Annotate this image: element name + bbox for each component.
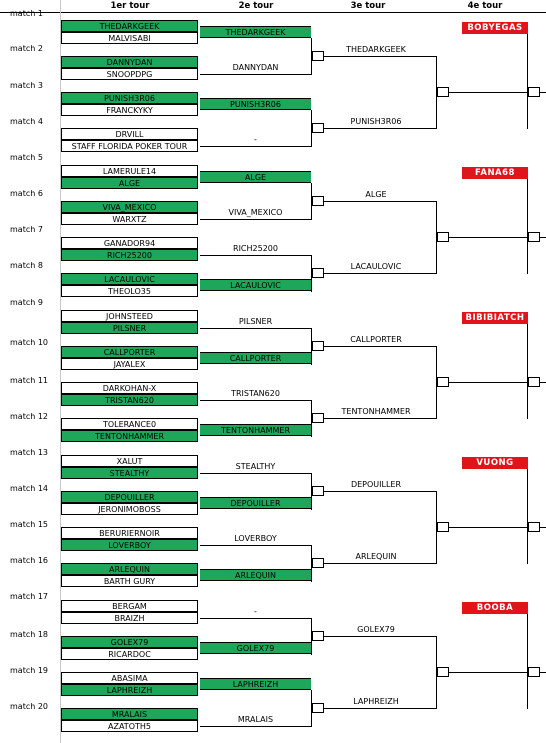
round1-entry: SNOOPDPG [61, 68, 198, 80]
round2-entry: RICH25200 [233, 244, 278, 253]
match-label: match 19 [10, 666, 49, 675]
bracket-line [449, 527, 539, 528]
round2-entry: LAPHREIZH [200, 678, 311, 690]
bracket-line [449, 672, 539, 673]
round1-entry: DANNYDAN [61, 56, 198, 68]
round2-entry: THEDARKGEEK [200, 26, 311, 38]
bracket-line [540, 527, 546, 528]
round1-entry: WARXTZ [61, 213, 198, 225]
round2-entry: - [254, 606, 257, 616]
round2-entry: DEPOUILLER [200, 497, 311, 509]
round1-entry: RICARDOC [61, 648, 198, 660]
header-round-3: 3e tour [350, 1, 386, 11]
round1-entry: BRAIZH [61, 612, 198, 624]
round1-entry: TENTONHAMMER [61, 430, 198, 442]
round1-entry: THEOLO35 [61, 285, 198, 297]
round1-entry: VIVA_MEXICO [61, 201, 198, 213]
round3-entry: LAPHREIZH [353, 697, 399, 706]
bracket-line [449, 382, 539, 383]
round1-entry: LACAULOVIC [61, 273, 198, 285]
match-label: match 15 [10, 520, 49, 529]
round1-entry: LOVERBOY [61, 539, 198, 551]
bracket-line [324, 128, 436, 129]
round2-entry: ARLEQUIN [200, 569, 311, 581]
round2-entry: - [254, 135, 257, 144]
round1-entry: TOLERANCE0 [61, 418, 198, 430]
round3-entry: CALLPORTER [350, 334, 402, 344]
match-label: match 11 [10, 376, 49, 385]
round1-entry: THEDARKGEEK [61, 20, 198, 32]
bracket-line [200, 74, 311, 75]
bracket-line [200, 400, 311, 401]
bracket-line [324, 273, 436, 274]
round4-tag: BOBYEGAS [462, 22, 528, 34]
bracket-joint [312, 123, 324, 133]
header-round-2: 2e tour [238, 1, 274, 11]
round2-entry: ALGE [200, 171, 311, 183]
round1-entry: GOLEX79 [61, 636, 198, 648]
round1-entry: PUNISH3R06 [61, 92, 198, 104]
bracket-line [200, 726, 311, 727]
match-label: match 7 [10, 225, 43, 234]
bracket-joint [528, 232, 540, 242]
bracket-line [324, 636, 436, 637]
round3-entry: ARLEQUIN [355, 552, 397, 561]
bracket-line [527, 34, 528, 130]
header-round-4: 4e tour [467, 1, 503, 11]
bracket-line [200, 618, 311, 619]
bracket-line [540, 382, 546, 383]
round3-entry: LACAULOVIC [350, 262, 402, 271]
match-label: match 6 [10, 189, 43, 198]
bracket-line [324, 346, 436, 347]
bracket-line [200, 545, 311, 546]
round1-entry: BARTH GURY [61, 575, 198, 587]
match-label: match 13 [10, 448, 49, 457]
bracket-line [324, 56, 436, 57]
match-label: match 3 [10, 81, 43, 90]
bracket-joint [312, 268, 324, 278]
bracket-line [449, 92, 539, 93]
match-label: match 12 [10, 412, 49, 421]
bracket-joint [312, 703, 324, 713]
round1-entry: PILSNER [61, 322, 198, 334]
bracket-joint [437, 522, 449, 532]
round2-entry: DANNYDAN [232, 62, 279, 72]
match-label: match 9 [10, 298, 43, 307]
bracket-line [200, 473, 311, 474]
bracket-joint [528, 87, 540, 97]
bracket-joint [437, 377, 449, 387]
round3-entry: THEDARKGEEK [346, 44, 406, 54]
round1-entry: DARKOHAN-X [61, 382, 198, 394]
bracket-joint [437, 667, 449, 677]
round2-entry: PUNISH3R06 [200, 98, 311, 110]
header-divider [0, 12, 546, 13]
round1-entry: STEALTHY [61, 467, 198, 479]
match-label: match 1 [10, 9, 43, 18]
bracket-joint [312, 341, 324, 351]
bracket-joint [312, 413, 324, 423]
round4-tag: BIBIBIATCH [462, 312, 528, 324]
round1-entry: MALVISABI [61, 32, 198, 44]
bracket-joint [312, 486, 324, 496]
round1-entry: ABASIMA [61, 672, 198, 684]
round2-entry: LOVERBOY [234, 534, 277, 543]
round1-entry: JERONIMOBOSS [61, 503, 198, 515]
round3-entry: GOLEX79 [357, 624, 395, 634]
bracket-line [527, 179, 528, 275]
bracket-joint [312, 196, 324, 206]
round1-entry: LAMERULE14 [61, 165, 198, 177]
round3-entry: TENTONHAMMER [341, 407, 411, 416]
round2-entry: LACAULOVIC [200, 279, 311, 291]
round4-tag: VUONG [462, 457, 528, 469]
bracket-line [540, 672, 546, 673]
bracket-joint [312, 558, 324, 568]
round1-entry: ALGE [61, 177, 198, 189]
bracket-line [527, 324, 528, 420]
bracket-line [527, 469, 528, 565]
match-label: match 17 [10, 592, 49, 601]
round1-entry: TRISTAN620 [61, 394, 198, 406]
bracket-line [200, 328, 311, 329]
bracket-joint [437, 232, 449, 242]
round2-entry: GOLEX79 [200, 642, 311, 654]
round3-entry: PUNISH3R06 [350, 117, 402, 126]
round1-entry: XALUT [61, 455, 198, 467]
round2-entry: PILSNER [238, 316, 273, 326]
bracket-line [200, 146, 311, 147]
bracket-line [527, 614, 528, 710]
round1-entry: JOHNSTEED [61, 310, 198, 322]
match-label: match 5 [10, 153, 43, 162]
round1-entry: LAPHREIZH [61, 684, 198, 696]
match-label: match 2 [10, 44, 43, 53]
round3-entry: ALGE [365, 189, 387, 199]
match-label: match 16 [10, 556, 49, 565]
bracket-joint [437, 87, 449, 97]
bracket-line [540, 237, 546, 238]
bracket-line [324, 418, 436, 419]
round1-entry: JAYALEX [61, 358, 198, 370]
round1-entry: AZATOTH5 [61, 720, 198, 732]
round4-tag: BOOBA [462, 602, 528, 614]
round2-entry: STEALTHY [235, 461, 276, 471]
round2-entry: CALLPORTER [200, 352, 311, 364]
match-label: match 10 [10, 338, 49, 347]
match-label: match 8 [10, 261, 43, 270]
round2-entry: TRISTAN620 [231, 389, 280, 398]
round1-entry: DEPOUILLER [61, 491, 198, 503]
bracket-line [200, 255, 311, 256]
bracket-joint [528, 667, 540, 677]
round2-entry: VIVA_MEXICO [228, 207, 283, 217]
bracket-line [324, 563, 436, 564]
round1-entry: BERGAM [61, 600, 198, 612]
match-label: match 4 [10, 117, 43, 126]
bracket-joint [312, 631, 324, 641]
round1-entry: CALLPORTER [61, 346, 198, 358]
round1-entry: GANADOR94 [61, 237, 198, 249]
round1-entry: FRANCKYKY [61, 104, 198, 116]
bracket-joint [528, 377, 540, 387]
round2-entry: TENTONHAMMER [200, 424, 311, 436]
header-round-1: 1er tour [110, 1, 150, 11]
match-label: match 18 [10, 630, 49, 639]
round1-entry: DRVILL [61, 128, 198, 140]
bracket-line [200, 219, 311, 220]
round1-entry: BERURIERNOIR [61, 527, 198, 539]
round4-tag: FANA68 [462, 167, 528, 179]
bracket-line [324, 708, 436, 709]
round3-entry: DEPOUILLER [350, 479, 402, 489]
bracket-line [324, 491, 436, 492]
bracket-line [324, 201, 436, 202]
round2-entry: MRALAIS [237, 715, 274, 724]
match-label: match 14 [10, 484, 49, 493]
bracket-line [449, 237, 539, 238]
round1-entry: MRALAIS [61, 708, 198, 720]
round1-entry: RICH25200 [61, 249, 198, 261]
bracket-joint [528, 522, 540, 532]
round1-entry: ARLEQUIN [61, 563, 198, 575]
bracket-line [540, 92, 546, 93]
bracket-joint [312, 51, 324, 61]
match-label: match 20 [10, 702, 49, 711]
round1-entry: STAFF FLORIDA POKER TOUR [61, 140, 198, 152]
